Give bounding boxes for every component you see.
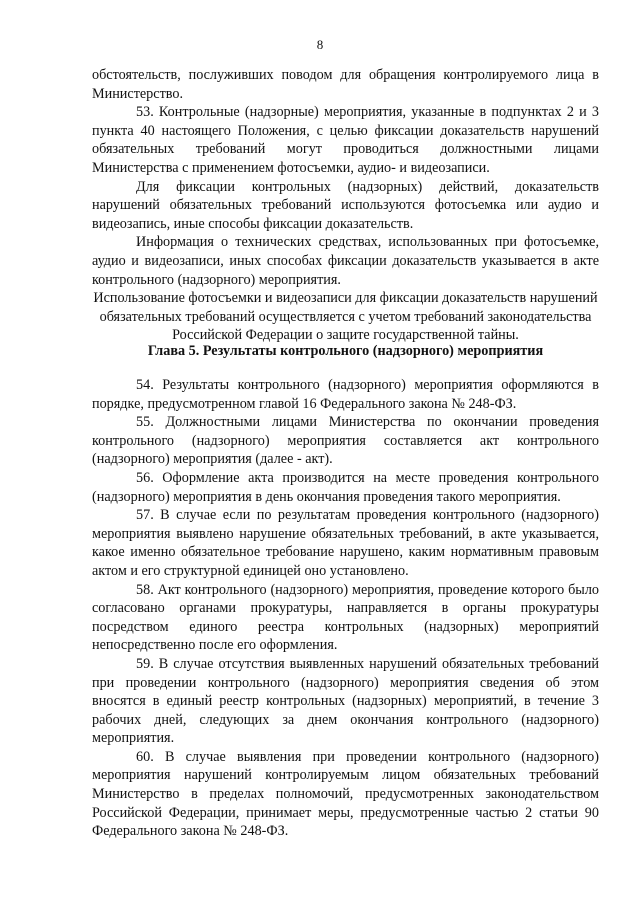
text-block-bottom	[92, 376, 599, 841]
paragraph-53: 53. Контрольные (надзорные) мероприятия, указанные в подпунктах 2 и 3 пункта 40 настоящего Положения, с целью фиксации доказательств нарушений обязательных требований могут проводиться должностными лицами Министерства с применением фотосъемки, аудио- и видеозаписи.	[92, 104, 599, 176]
paragraph-55: 55. Должностными лицами Министерства по окончании проведения контрольного (надзорного) мероприятия составляется акт контрольного (надзорного) мероприятия (далее - акт).	[92, 414, 599, 468]
paragraph-54: 54. Результаты контрольного (надзорного) мероприятия оформляются в порядке, предусмотренном главой 16 Федерального закона № 248-ФЗ.	[92, 377, 599, 412]
text-block-top	[92, 66, 599, 345]
paragraph-continuation: обстоятельств, послуживших поводом для обращения контролируемого лица в Министерство.	[92, 67, 599, 102]
paragraph-56: 56. Оформление акта производится на месте проведения контрольного (надзорного) мероприятия в день окончания проведения такого мероприятия.	[92, 469, 599, 505]
paragraph-fixation: Для фиксации контрольных (надзорных) действий, доказательств нарушений обязательных требований используются фотосъемка или аудио и видеозапись, иные способы фиксации доказательств.	[92, 178, 599, 232]
chapter-heading: Глава 5. Результаты контрольного (надзорного) мероприятия	[147, 343, 544, 359]
paragraph-60: 60. В случае выявления при проведении контрольного (надзорного) мероприятия нарушений контролируемым лицом обязательных требований Министерство в пределах полномочий, предусмотренных законодательством Российской Федерации, принимает меры, предусмотренные частью 2 статьи 90 Федерального закона № 248-ФЗ.	[92, 748, 599, 840]
paragraph-technical-info: Информация о технических средствах, использованных при фотосъемке, аудио и видеозаписи, иных способах фиксации доказательств указывается в акте контрольного (надзорного) мероприятия.	[92, 234, 599, 288]
paragraph-57: 57. В случае если по результатам проведения контрольного (надзорного) мероприятия выявлено нарушение обязательных требований, в акте указывается, какое именно обязательное требование нарушено, каким нормативным правовым актом и его структурной единицей оно установлено.	[92, 507, 599, 579]
paragraph-59: 59. В случае отсутствия выявленных нарушений обязательных требований при проведении контрольного (надзорного) мероприятия сведения об этом вносятся в единый реестр контрольных (надзорных) мероприятий, в течение 3 рабочих дней, следующих за днем окончания контрольного (надзорного) мероприятия.	[92, 655, 599, 747]
page-number: 8	[316, 37, 324, 52]
paragraph-state-secret: Использование фотосъемки и видеозаписи для фиксации доказательств нарушений обязательных требований осуществляется с учетом требований законодательства Российской Федерации о защите государственной тайны.	[93, 290, 598, 344]
paragraph-58: 58. Акт контрольного (надзорного) мероприятия, проведение которого было согласовано органами прокуратуры, направляется в органы прокуратуры посредством единого реестра контрольных (надзорных) мероприятий непосредственно после его оформления.	[92, 581, 599, 654]
